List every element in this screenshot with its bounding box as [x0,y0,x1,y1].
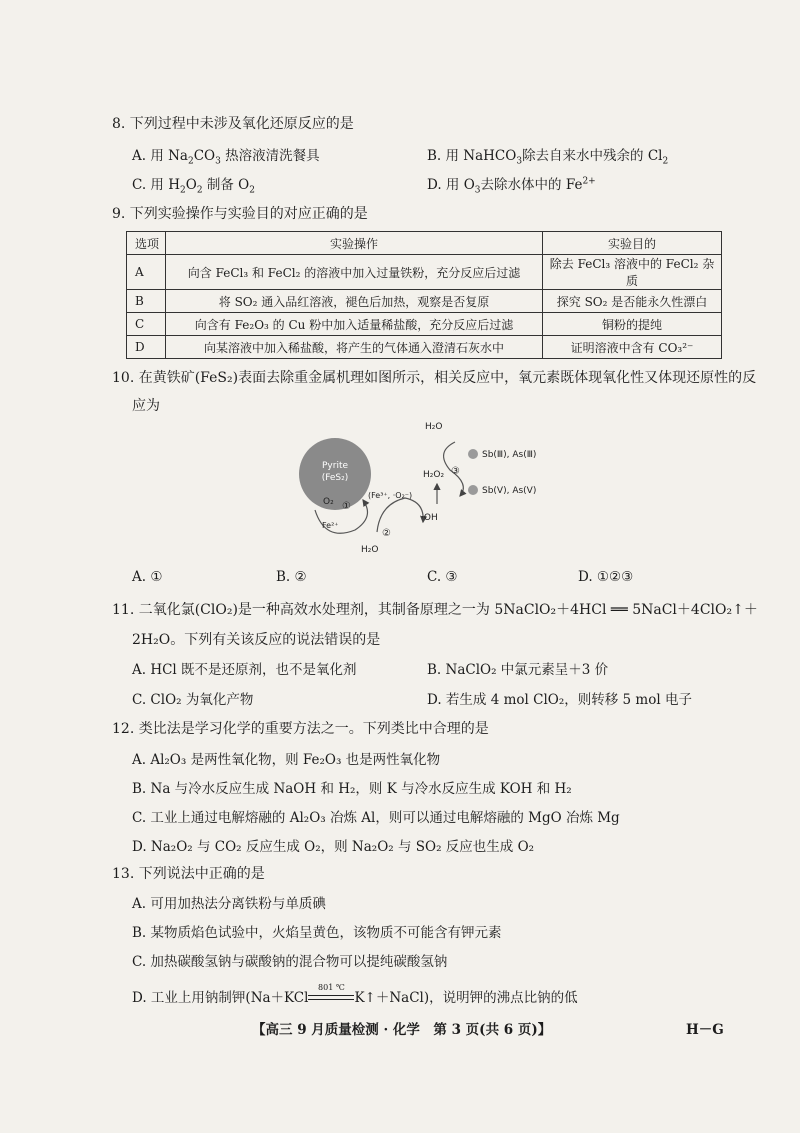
header-option: 选项 [127,232,166,255]
q9-stem: 9. 下列实验操作与实验目的对应正确的是 [112,206,368,222]
q11-option-b: B. NaClO₂ 中氯元素呈＋3 价 [427,662,609,678]
row-goal: 证明溶液中含有 CO₃²⁻ [543,336,722,359]
q10-stem-line2: 应为 [132,398,160,414]
reaction-condition: 801 ℃ [308,995,354,1006]
header-goal: 实验目的 [543,232,722,255]
sb5-ball [468,485,478,495]
q13-option-c: C. 加热碳酸氢钠与碳酸钠的混合物可以提纯碳酸氢钠 [132,954,448,970]
sb5-label: Sb(Ⅴ), As(Ⅴ) [482,486,537,496]
step3-circle: ③ [451,466,460,477]
q10-option-c: C. ③ [427,569,458,585]
row-option: B [127,290,166,313]
row-option: D [127,336,166,359]
q11-option-c: C. ClO₂ 为氧化产物 [132,692,254,708]
q12-stem: 12. 类比法是学习化学的重要方法之一。下列类比中合理的是 [112,721,489,737]
row-goal: 除去 FeCl₃ 溶液中的 FeCl₂ 杂质 [543,255,722,290]
fe2-label: Fe²⁺ [322,521,339,530]
q12-option-a: A. Al₂O₃ 是两性氧化物，则 Fe₂O₃ 也是两性氧化物 [132,752,441,768]
h2o2-label: H₂O₂ [423,470,445,480]
q11-option-a: A. HCl 既不是还原剂，也不是氧化剂 [132,662,357,678]
q8-option-d: D. 用 $O_3$去除水体中的 $Fe^{2+}$ [427,176,596,196]
row-operation: 向含有 Fe₂O₃ 的 Cu 粉中加入适量稀盐酸，充分反应后过滤 [166,313,543,336]
q8-option-c: C. 用 $H_2O_2$ 制备 $O_2$ [132,177,255,196]
q13-stem: 13. 下列说法中正确的是 [112,866,265,882]
h2o-top-label: H₂O [425,422,443,432]
q8-stem: 8. 下列过程中未涉及氧化还原反应的是 [112,116,354,132]
q13-option-a: A. 可用加热法分离铁粉与单质碘 [132,896,326,912]
sb3-ball [468,449,478,459]
table-header-row [127,232,722,255]
q12-option-b: B. Na 与冷水反应生成 NaOH 和 H₂，则 K 与冷水反应生成 KOH 和 H₂ [132,781,572,797]
row-operation: 向某溶液中加入稀盐酸，将产生的气体通入澄清石灰水中 [166,336,543,359]
step2-circle: ② [382,528,391,539]
cycle2-arrow [377,498,423,532]
q8-option-b: B. 用 NaHCO$_3$除去自来水中残余的 $Cl_2$ [427,148,669,167]
q12-option-c: C. 工业上通过电解熔融的 Al₂O₃ 冶炼 Al，则可以通过电解熔融的 MgO 冶炼 Mg [132,810,620,826]
q10-stem-line1: 10. 在黄铁矿(FeS₂)表面去除重金属机理如图所示，相关反应中，氧元素既体现氧化性又体现还原性的反 [112,370,757,386]
q10-option-a: A. ① [132,569,163,585]
q12-option-d: D. Na₂O₂ 与 CO₂ 反应生成 O₂，则 Na₂O₂ 与 SO₂ 反应也生成 O₂ [132,839,535,855]
experiment-table [126,231,722,359]
fe3-label: (Fe³⁺, ·O₂⁻) [368,491,413,500]
q11-option-d: D. 若生成 4 mol ClO₂，则转移 5 mol 电子 [427,692,692,708]
row-operation: 将 SO₂ 通入品红溶液，褪色后加热，观察是否复原 [166,290,543,313]
fes2-label: (FeS₂) [321,473,349,483]
o2-label: O₂ [323,497,334,507]
row-option: C [127,313,166,336]
step1-circle: ① [342,501,351,512]
q11-stem-line1: 11. 二氧化氯(ClO₂)是一种高效水处理剂，其制备原理之一为 5NaClO₂＋4HCl ══ 5NaCl＋4ClO₂↑＋ [112,602,758,618]
q10-option-d: D. ①②③ [578,569,634,585]
pyrite-label: Pyrite [321,461,349,471]
q13-option-d: D. 工业上用钠制钾(Na＋KCl 801 ℃ K↑＋NaCl)，说明钾的沸点比钠的低 [132,983,578,1006]
table-row [127,290,722,313]
row-goal: 铜粉的提纯 [543,313,722,336]
h2o-bottom-label: H₂O [361,545,379,555]
table-row [127,255,722,290]
row-operation: 向含 FeCl₃ 和 FeCl₂ 的溶液中加入过量铁粉，充分反应后过滤 [166,255,543,290]
q10-option-b: B. ② [276,569,307,585]
oh-label: ·OH [421,513,438,523]
row-option: A [127,255,166,290]
header-operation: 实验操作 [166,232,543,255]
table-row [127,336,722,359]
paper-code: H－G [686,1022,724,1038]
pyrite-mechanism-diagram [285,412,585,562]
table-row [127,313,722,336]
q11-stem-line2: 2H₂O。下列有关该反应的说法错误的是 [132,632,381,648]
q13-option-b: B. 某物质焰色试验中，火焰呈黄色，该物质不可能含有钾元素 [132,925,502,941]
q8-option-a: A. 用 $Na_2CO_3$ 热溶液清洗餐具 [132,148,320,167]
row-goal: 探究 SO₂ 是否能永久性漂白 [543,290,722,313]
sb3-label: Sb(Ⅲ), As(Ⅲ) [482,450,537,460]
page-footer: 【高三 9 月质量检测 · 化学 第 3 页(共 6 页)】 [252,1022,552,1038]
